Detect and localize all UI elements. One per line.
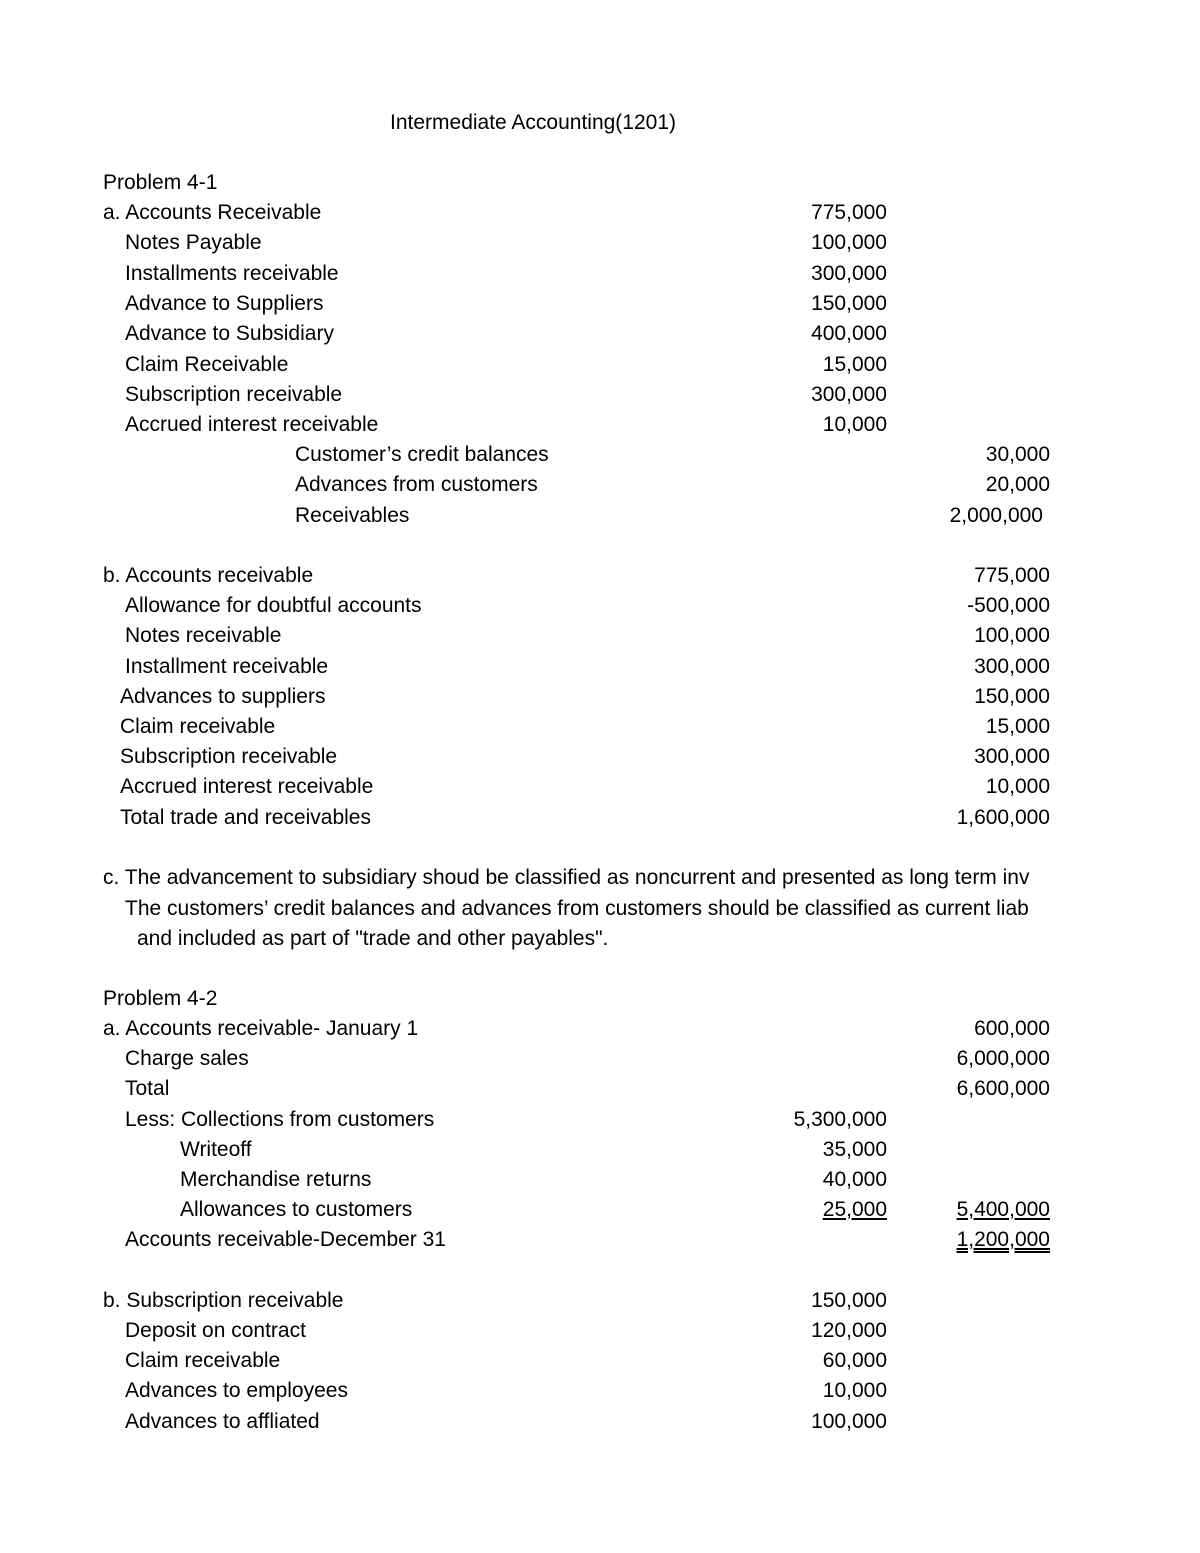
row-amount: 775,000 <box>974 564 1050 587</box>
row-amount: 10,000 <box>822 1379 887 1402</box>
problem-4-2-heading: Problem 4-2 <box>103 987 218 1010</box>
row-label: b. Accounts receivable <box>103 564 314 587</box>
row-amount: 150,000 <box>811 292 887 315</box>
row-label: a. Accounts receivable- January 1 <box>103 1017 419 1040</box>
row-amount: 775,000 <box>811 201 887 224</box>
row-amount: -500,000 <box>967 594 1050 617</box>
row-amount: 6,000,000 <box>956 1047 1050 1070</box>
row-label: Allowances to customers <box>180 1198 413 1221</box>
row-label: Claim Receivable <box>125 353 289 376</box>
row-label: Deposit on contract <box>125 1319 306 1342</box>
row-label: Subscription receivable <box>125 383 343 406</box>
row-label: Total <box>125 1077 170 1100</box>
row-label: Notes Payable <box>125 231 262 254</box>
row-total: 1,200,000 <box>956 1228 1050 1251</box>
row-label: Advance to Subsidiary <box>125 322 334 345</box>
problem-4-1-heading: Problem 4-1 <box>103 171 218 194</box>
row-label: Notes receivable <box>125 624 282 647</box>
row-label: Accrued interest receivable <box>120 775 374 798</box>
paragraph-line: c. The advancement to subsidiary shoud be classified as noncurrent and presented as long term inv <box>103 866 1030 889</box>
row-amount: 100,000 <box>811 231 887 254</box>
row-amount: 10,000 <box>985 775 1050 798</box>
row-amount: 25,000 <box>822 1198 887 1221</box>
row-label: Advances from customers <box>295 473 538 496</box>
row-label: Writeoff <box>180 1138 252 1161</box>
row-label: b. Subscription receivable <box>103 1289 344 1312</box>
row-amount: 35,000 <box>822 1138 887 1161</box>
row-amount: 5,300,000 <box>793 1108 887 1131</box>
row-label: Advances to suppliers <box>120 685 326 708</box>
row-amount: 10,000 <box>822 413 887 436</box>
row-label: Claim receivable <box>120 715 276 738</box>
row-amount: 600,000 <box>974 1017 1050 1040</box>
row-label: Claim receivable <box>125 1349 281 1372</box>
row-amount: 15,000 <box>822 353 887 376</box>
row-label: Allowance for doubtful accounts <box>125 594 422 617</box>
row-label: Merchandise returns <box>180 1168 372 1191</box>
row-amount: 15,000 <box>985 715 1050 738</box>
row-label: Installments receivable <box>125 262 339 285</box>
row-label: Less: Collections from customers <box>125 1108 435 1131</box>
row-label: Advances to affliated <box>125 1410 320 1433</box>
row-amount: 300,000 <box>974 745 1050 768</box>
row-label: Accounts receivable-December 31 <box>125 1228 446 1251</box>
row-amount: 20,000 <box>985 473 1050 496</box>
row-amount: 30,000 <box>985 443 1050 466</box>
row-amount: 2,000,000 <box>949 504 1043 527</box>
row-amount: 300,000 <box>811 383 887 406</box>
row-amount: 150,000 <box>974 685 1050 708</box>
paragraph-line: The customers’ credit balances and advances from customers should be classified as current liab <box>125 897 1029 920</box>
row-amount: 1,600,000 <box>956 806 1050 829</box>
row-amount: 60,000 <box>822 1349 887 1372</box>
row-subtotal: 5,400,000 <box>956 1198 1050 1221</box>
paragraph-line: and included as part of "trade and other payables". <box>137 927 609 950</box>
row-label: Total trade and receivables <box>120 806 371 829</box>
row-amount: 300,000 <box>974 655 1050 678</box>
page-title: Intermediate Accounting(1201) <box>390 111 677 134</box>
row-label: Advance to Suppliers <box>125 292 324 315</box>
row-label: Accrued interest receivable <box>125 413 379 436</box>
row-amount: 150,000 <box>811 1289 887 1312</box>
row-label: Receivables <box>295 504 410 527</box>
row-label: a. Accounts Receivable <box>103 201 322 224</box>
row-label: Installment receivable <box>125 655 329 678</box>
row-label: Customer’s credit balances <box>295 443 549 466</box>
row-amount: 6,600,000 <box>956 1077 1050 1100</box>
row-amount: 120,000 <box>811 1319 887 1342</box>
row-amount: 40,000 <box>822 1168 887 1191</box>
row-label: Subscription receivable <box>120 745 338 768</box>
row-label: Charge sales <box>125 1047 249 1070</box>
row-amount: 100,000 <box>974 624 1050 647</box>
row-amount: 400,000 <box>811 322 887 345</box>
row-amount: 300,000 <box>811 262 887 285</box>
row-label: Advances to employees <box>125 1379 348 1402</box>
row-amount: 100,000 <box>811 1410 887 1433</box>
